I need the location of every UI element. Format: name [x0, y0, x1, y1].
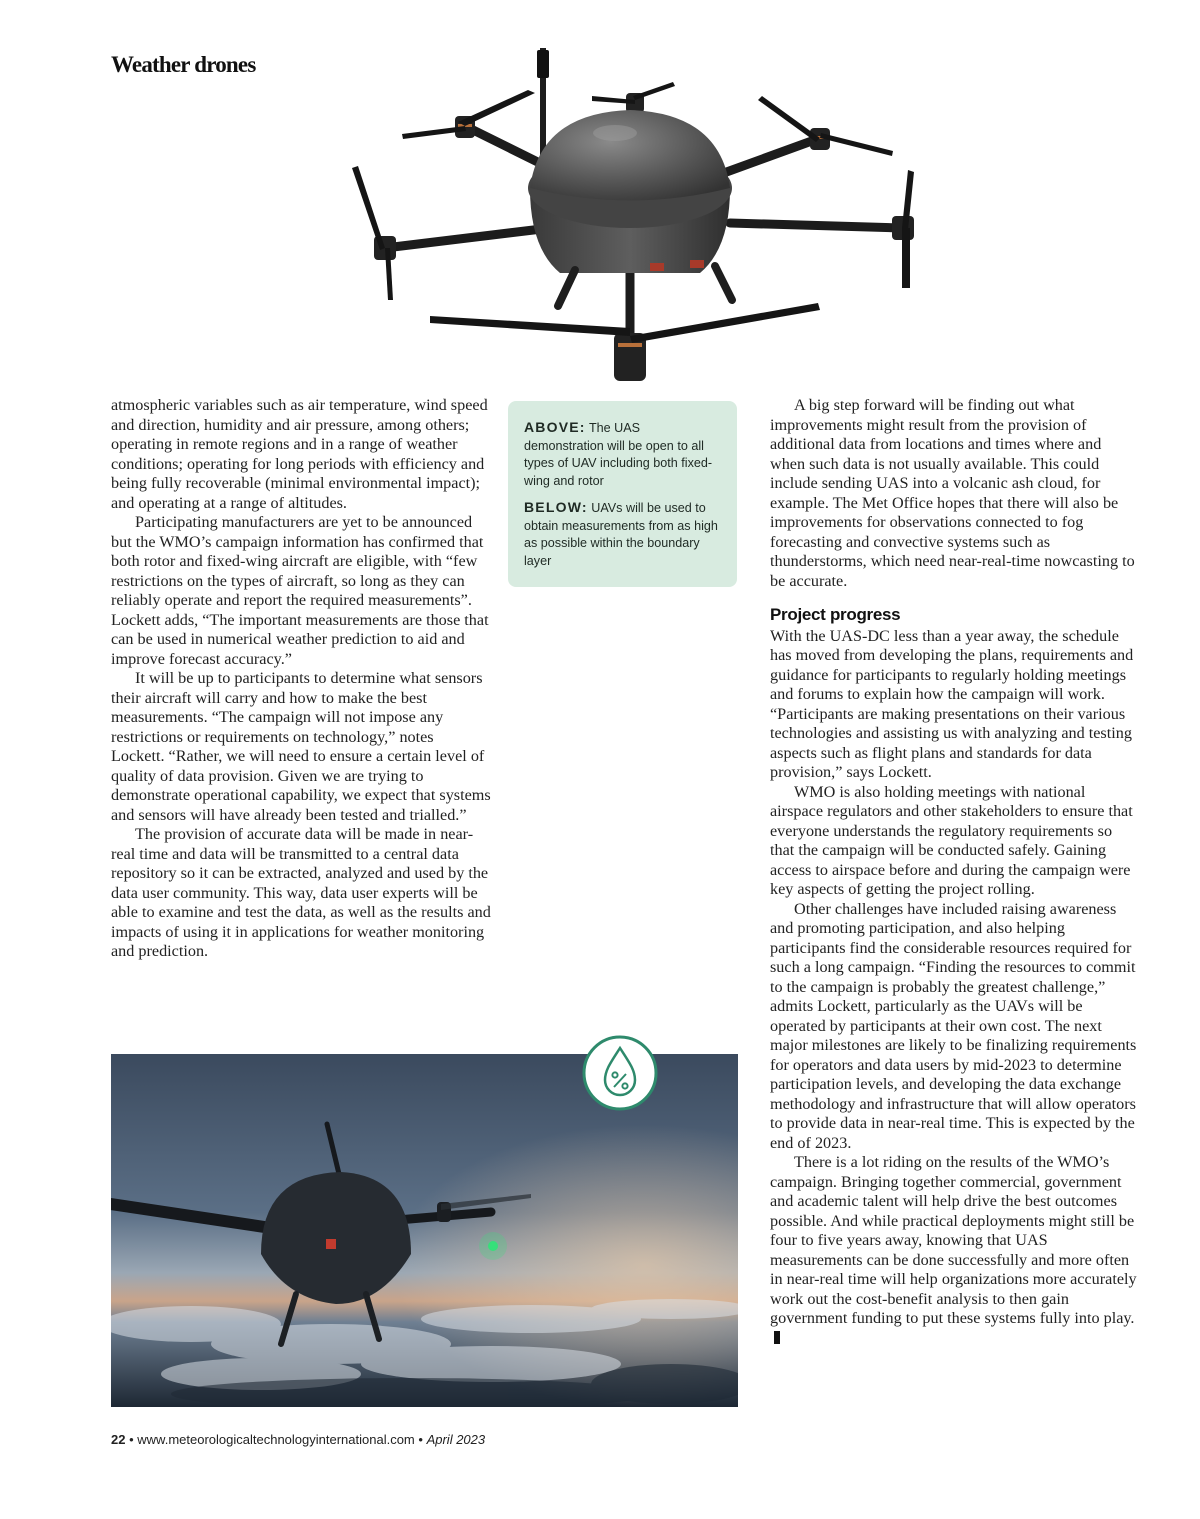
- paragraph: atmospheric variables such as air temperature, wind speed and direction, humidity and air pressure, among others; operating in remote regions and in a range of weather conditions; operating for long periods with efficiency and being fully recoverable (minimal environmental impact); and operating at a range of altitudes.: [111, 396, 488, 512]
- paragraph: The provision of accurate data will be made in near-real time and data will be transmitted to a central data repository so it can be extracted, analyzed and used by the data user community. This way, data user experts will be able to examine and test the data, as well as the results and impacts of using it in applications for weather monitoring and prediction.: [111, 825, 491, 960]
- footer-issue-date: April 2023: [426, 1432, 486, 1447]
- page-footer: [111, 1432, 485, 1447]
- hero-drone-image: [330, 38, 930, 388]
- paragraph: With the UAS-DC less than a year away, the schedule has moved from developing the plans, requirements and guidance for participants to regularly holding meetings and forums to explain how the campaign will work. “Participants are making presentations on their various technologies and assisting us with analyzing and testing aspects such as flight plans and standards for data provision,” says Lockett.: [770, 626, 1134, 781]
- paragraph: [770, 1153, 1140, 1348]
- body-column-left: [111, 396, 491, 962]
- humidity-percent-icon: [581, 1034, 659, 1112]
- caption-above: [524, 419, 723, 490]
- footer-separator: •: [129, 1432, 134, 1447]
- end-mark: [774, 1331, 780, 1344]
- caption-above-text: The UAS demonstration will be open to all types of UAV including both fixed-wing and rotor: [524, 421, 713, 488]
- paragraph: WMO is also holding meetings with national airspace regulators and other stakeholders to ensure that everyone understands the regulatory requirements so that the campaign will be conducted safely. Gaining access to airspace before and during the campaign were key aspects of getting the project rolling.: [770, 782, 1133, 898]
- section-label: Weather drones: [111, 52, 256, 77]
- footer-separator: •: [418, 1432, 423, 1447]
- body-column-right: [770, 396, 1140, 1348]
- caption-box: [508, 401, 737, 587]
- caption-below: [524, 499, 723, 570]
- paragraph-text: There is a lot riding on the results of the WMO’s campaign. Bringing together commercial, government and academic talent will help drive the best outcomes possible. And while practical deployments might still be four to five years away, knowing that UAS measurements can be done successfully and more often in near-real time will help organizations more accurately work out the cost-benefit analysis to then gain government funding to put these systems fully into play.: [770, 1153, 1137, 1327]
- footer-website: www.meteorologicaltechnologyinternational.com: [137, 1432, 415, 1447]
- caption-below-text: UAVs will be used to obtain measurements from as high as possible within the boundary layer: [524, 501, 718, 568]
- paragraph: Participating manufacturers are yet to be announced but the WMO’s campaign information has confirmed that both rotor and fixed-wing aircraft are eligible, with “few restrictions on the types of aircraft, so long as they can reliably operate and report the required measurements”. Lockett adds, “The important measurements are those that can be used in numerical weather prediction to aid and improve forecast accuracy.”: [111, 513, 489, 668]
- paragraph: It will be up to participants to determine what sensors their aircraft will carry and how to make the best measurements. “The campaign will not impose any restrictions or requirements on technology,” notes Lockett. “Rather, we will need to ensure a certain level of quality of data provision. Given we are trying to demonstrate operational capability, we expect that systems and sensors will have already been tested and trialled.”: [111, 669, 491, 824]
- caption-above-label: ABOVE:: [524, 419, 586, 435]
- paragraph: Other challenges have included raising awareness and promoting participation, and also helping participants find the considerable resources required for such a long campaign. “Finding the resources to commit to the campaign is probably the greatest challenge,” admits Lockett, particularly as the UAVs will be operated by participants at their own cost. The next major milestones are likely to be finalizing requirements for operators and data users by mid-2023 to determine participation levels, and developing the data exchange methodology and infrastructure that will allow operators to provide data in near-real time. This is expected by the end of 2023.: [770, 899, 1137, 1152]
- paragraph: A big step forward will be finding out what improvements might result from the provision of additional data from locations and times where and when such data is not usually available. This could include sending UAS into a volcanic ash cloud, for example. The Met Office hopes that there will also be improvements for observations connected to fog forecasting and convective systems such as thunderstorms, which need near-real-time nowcasting to be accurate.: [770, 396, 1135, 590]
- caption-below-label: BELOW:: [524, 499, 588, 515]
- page-number: 22: [111, 1432, 126, 1447]
- subheading: Project progress: [770, 605, 901, 624]
